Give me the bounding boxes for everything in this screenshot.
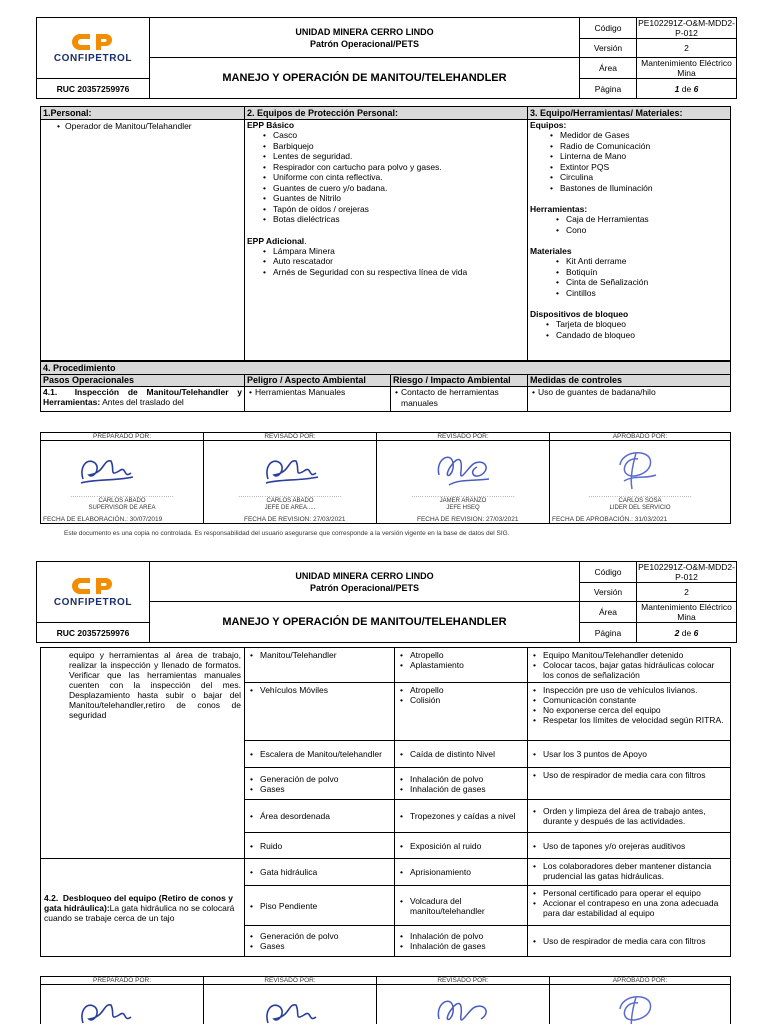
signature-box-2: ………………………………………… CARLOS ABADO JEFE DE AREA..... FECHA DE REVISION: 27/03/2021 bbox=[204, 441, 377, 524]
list-item: • Caja de Herramientas bbox=[554, 214, 728, 225]
medidas-cell: • Usar los 3 puntos de Apoyo bbox=[528, 741, 731, 768]
signature-box-1 bbox=[41, 985, 204, 1024]
page2-header bbox=[36, 561, 737, 643]
area-value: Mantenimiento Eléctrico Mina bbox=[637, 602, 737, 623]
riesgo-cell: • Volcadura del manitou/telehandler bbox=[395, 886, 528, 926]
revisado-label: REVISADO POR: bbox=[204, 433, 377, 441]
peligro-cell: • Manitou/Telehandler bbox=[245, 648, 395, 683]
list-item: • Circulina bbox=[548, 172, 728, 183]
signature-box-3 bbox=[377, 985, 550, 1024]
equipo-cell bbox=[528, 120, 731, 361]
medidas-cell: • Orden y limpieza del área de trabajo antes, durante y después de las actividades. bbox=[528, 800, 731, 833]
bloqueo-list bbox=[530, 319, 728, 340]
medidas-cell: • Uso de respirador de media cara con filtros bbox=[528, 926, 731, 957]
herramientas-title: Herramientas: bbox=[530, 204, 588, 214]
logo-cell bbox=[37, 18, 150, 79]
procedure-table bbox=[40, 361, 731, 412]
page-number: 2 de 6 bbox=[637, 623, 737, 643]
peligro-cell: • Vehículos Móviles bbox=[245, 683, 395, 741]
list-item: • Operador de Manitou/Telahandler bbox=[55, 121, 242, 132]
revisado-label: REVISADO POR: bbox=[204, 977, 377, 985]
epp-adicional-list bbox=[247, 246, 525, 278]
signature-image bbox=[75, 449, 135, 489]
uncontrolled-copy-notice: Este documento es una copia no controlada. Es responsabilidad del usuario asegurarse que corresponde a la versión vigente en la base de datos del SIG. bbox=[64, 530, 510, 537]
pagina-label: Página bbox=[580, 79, 637, 99]
company-cell bbox=[150, 562, 580, 602]
doc-title: MANEJO Y OPERACIÓN DE MANITOU/TELEHANDLER bbox=[150, 58, 580, 99]
bloqueo-title: Dispositivos de bloqueo bbox=[530, 309, 629, 319]
logo-cell bbox=[37, 562, 150, 623]
epp-cell bbox=[245, 120, 528, 361]
col-riesgo: Riesgo / Impacto Ambiental bbox=[391, 375, 528, 387]
revisado-label-2: REVISADO POR: bbox=[377, 433, 550, 441]
pagina-label: Página bbox=[580, 623, 637, 643]
riesgo-cell: • Caída de distinto Nivel bbox=[395, 741, 528, 768]
signature-image bbox=[260, 449, 320, 489]
signature-image bbox=[75, 993, 135, 1024]
list-item: • Bastones de Iluminación bbox=[548, 183, 728, 194]
list-item: • Guantes de Nitrilo bbox=[261, 193, 525, 204]
signatures-block-p2 bbox=[40, 976, 731, 1024]
version-label: Versión bbox=[580, 583, 637, 602]
signature-box-2 bbox=[204, 985, 377, 1024]
riesgo-cell: • Tropezones y caídas a nivel bbox=[395, 800, 528, 833]
confipetrol-logo-icon bbox=[70, 32, 116, 52]
peligro-cell: • Piso Pendiente bbox=[245, 886, 395, 926]
list-item: • Tapón de oídos / orejeras bbox=[261, 204, 525, 215]
personal-cell bbox=[41, 120, 245, 361]
signature-box-4: ………………………………………… CARLOS SOSA LIDER DEL SERVICIO FECHA DE APROBACIÓN.: 31/03/2021 bbox=[550, 441, 731, 524]
peligro-cell: • Generación de polvo • Gases bbox=[245, 926, 395, 957]
signature-box-4 bbox=[550, 985, 731, 1024]
peligro-cell: • Generación de polvo • Gases bbox=[245, 768, 395, 800]
riesgo-cell: • Inhalación de polvo • Inhalación de gases bbox=[395, 768, 528, 800]
company-name: UNIDAD MINERA CERRO LINDO bbox=[295, 26, 434, 37]
p1-medidas: • Uso de guantes de badana/hilo bbox=[528, 387, 731, 412]
signer-2: CARLOS ABADO JEFE DE AREA..... bbox=[264, 498, 316, 511]
peligro-cell: • Escalera de Manitou/telehandler bbox=[245, 741, 395, 768]
riesgo-cell: • Inhalación de polvo • Inhalación de gases bbox=[395, 926, 528, 957]
riesgo-cell: • Atropello • Aplastamiento bbox=[395, 648, 528, 683]
list-item: • Botiquín bbox=[554, 267, 728, 278]
fecha-revision-1: FECHA DE REVISION: 27/03/2021 bbox=[244, 516, 346, 523]
list-item: • Radio de Comunicación bbox=[548, 141, 728, 152]
list-item: • Medidor de Gases bbox=[548, 130, 728, 141]
list-item: • Cono bbox=[554, 225, 728, 236]
list-item: • Extintor PQS bbox=[548, 162, 728, 173]
procedure-table-p2 bbox=[40, 647, 731, 957]
list-item: • Kit Anti derrame bbox=[554, 256, 728, 267]
version-label: Versión bbox=[580, 39, 637, 58]
signature-image bbox=[429, 445, 499, 491]
epp-basico-title: EPP Básico bbox=[247, 120, 295, 130]
materiales-title: Materiales bbox=[530, 246, 572, 256]
codigo-value: PE102291Z-O&M-MDD2-P-012 bbox=[638, 562, 735, 582]
herramientas-list bbox=[530, 214, 728, 235]
area-value: Mantenimiento Eléctrico Mina bbox=[637, 58, 737, 79]
list-item: • Candado de bloqueo bbox=[544, 330, 728, 341]
medidas-cell: • Uso de tapones y/o orejeras auditivos bbox=[528, 833, 731, 859]
signer-4: CARLOS SOSA LIDER DEL SERVICIO bbox=[609, 498, 671, 511]
list-item: • Lentes de seguridad. bbox=[261, 151, 525, 162]
medidas-cell: • Uso de respirador de media cara con filtros bbox=[528, 768, 731, 800]
doc-type: Patrón Operacional/PETS bbox=[309, 38, 420, 49]
version-value: 2 bbox=[637, 583, 737, 602]
step-4-2: 4.2. Desbloqueo del equipo (Retiro de conos y gata hidráulica):La gata hidráulica no se colocará cuando se trabaje cerca de un tajo bbox=[41, 859, 245, 957]
peligro-cell: • Gata hidráulica bbox=[245, 859, 395, 886]
p1-peligro: • Herramientas Manuales bbox=[245, 387, 391, 412]
company-name: UNIDAD MINERA CERRO LINDO bbox=[295, 570, 434, 581]
codigo-label: Código bbox=[580, 562, 637, 583]
riesgo-cell: • Aprisionamiento bbox=[395, 859, 528, 886]
medidas-cell: • Equipo Manitou/Telehandler detenido • Colocar tacos, bajar gatas hidráulicas colocar los conos de señalización bbox=[528, 648, 731, 683]
list-item: • Guantes de cuero y/o badana. bbox=[261, 183, 525, 194]
list-item: • Lámpara Minera bbox=[261, 246, 525, 257]
ruc: RUC 20357259976 bbox=[37, 79, 150, 99]
peligro-cell: • Área desordenada bbox=[245, 800, 395, 833]
signer-3: JAMER ARANZO JEFE HSEQ bbox=[439, 498, 487, 511]
revisado-label-2: REVISADO POR: bbox=[377, 977, 550, 985]
ruc: RUC 20357259976 bbox=[37, 623, 150, 643]
signature-box-3: ………………………………………… JAMER ARANZO JEFE HSEQ FECHA DE REVISION: 27/03/2021 bbox=[377, 441, 550, 524]
preparado-label: PREPARADO POR: bbox=[41, 977, 204, 985]
confipetrol-logo-icon bbox=[70, 576, 116, 596]
list-item: • Arnés de Seguridad con su respectiva línea de vida bbox=[261, 267, 525, 278]
procedure-title: 4. Procedimiento bbox=[41, 362, 731, 375]
signature-image bbox=[606, 445, 670, 493]
version-value: 2 bbox=[637, 39, 737, 58]
signature-image bbox=[606, 989, 670, 1024]
riesgo-cell: • Atropello • Colisión bbox=[395, 683, 528, 741]
area-label: Área bbox=[580, 602, 637, 623]
equipos-title: Equipos: bbox=[530, 120, 567, 130]
col-medidas: Medidas de controles bbox=[528, 375, 731, 387]
list-item: • Linterna de Mano bbox=[548, 151, 728, 162]
signer-1: CARLOS ABADO SUPERVISOR DE AREA bbox=[88, 498, 156, 511]
page-number: 1 de 6 bbox=[637, 79, 737, 99]
list-item: • Respirador con cartucho para polvo y gases. bbox=[261, 162, 525, 173]
area-label: Área bbox=[580, 58, 637, 79]
peligro-cell: • Ruido bbox=[245, 833, 395, 859]
list-item: • Uniforme con cinta reflectiva. bbox=[261, 172, 525, 183]
list-item: • Cintillos bbox=[554, 288, 728, 299]
aprobado-label: APROBADO POR: bbox=[550, 977, 731, 985]
brand-name: CONFIPETROL bbox=[53, 597, 133, 608]
codigo-label: Código bbox=[580, 18, 637, 39]
page1-header bbox=[36, 17, 737, 99]
epp-basico-list bbox=[247, 130, 525, 225]
p1-riesgo: • Contacto de herramientas manuales bbox=[391, 387, 528, 412]
fecha-aprobacion: FECHA DE APROBACIÓN.: 31/03/2021 bbox=[552, 516, 668, 523]
codigo-value: PE102291Z-O&M-MDD2-P-012 bbox=[638, 18, 735, 38]
signature-box-1: ………………………………………… CARLOS ABADO SUPERVISOR DE AREA FECHA DE ELABORACIÓN.: 30/07/2019 bbox=[41, 441, 204, 524]
signatures-block bbox=[40, 432, 731, 524]
step-4-1: 4.1. Inspección de Manitou/Telehandler y Herramientas: Antes del traslado del bbox=[41, 387, 245, 412]
list-item: • Cinta de Señalización bbox=[554, 277, 728, 288]
list-item: • Casco bbox=[261, 130, 525, 141]
fecha-elaboracion: FECHA DE ELABORACIÓN.: 30/07/2019 bbox=[43, 516, 163, 523]
doc-title: MANEJO Y OPERACIÓN DE MANITOU/TELEHANDLER bbox=[150, 602, 580, 643]
sections-table bbox=[40, 106, 731, 361]
materiales-list bbox=[530, 256, 728, 298]
brand-name: CONFIPETROL bbox=[53, 53, 133, 64]
epp-adicional-heading: EPP Adicional. bbox=[247, 235, 307, 246]
step-4-1-cont: equipo y herramientas al área de trabajo, realizar la inspección y llenado de formatos. Verificar que las herramientas manuales cuenten con la inspección del mes. Desplazamiento hasta subir o bajar del Manitou/telehandler,retiro de conos de seguridad bbox=[41, 648, 245, 859]
equipos-list bbox=[530, 130, 728, 193]
riesgo-cell: • Exposición al ruido bbox=[395, 833, 528, 859]
company-cell bbox=[150, 18, 580, 58]
signature-image bbox=[260, 993, 320, 1024]
list-item: • Botas dieléctricas bbox=[261, 214, 525, 225]
equipo-title: 3. Equipo/Herramientas/ Materiales: bbox=[528, 107, 731, 120]
preparado-label: PREPARADO POR: bbox=[41, 433, 204, 441]
medidas-cell: • Los colaboradores deber mantener distancia prudencial las gatas hidráulicas. bbox=[528, 859, 731, 886]
medidas-cell: • Inspección pre uso de vehículos livianos. • Comunicación constante • No exponerse cerca del equipo • Respetar los límites de velocidad según RITRA. bbox=[528, 683, 731, 741]
aprobado-label: APROBADO POR: bbox=[550, 433, 731, 441]
medidas-cell: • Personal certificado para operar el equipo • Accionar el contrapeso en una zona adecuada para dar estabilidad al equipo bbox=[528, 886, 731, 926]
doc-type: Patrón Operacional/PETS bbox=[309, 582, 420, 593]
list-item: • Barbiquejo bbox=[261, 141, 525, 152]
fecha-revision-2: FECHA DE REVISION: 27/03/2021 bbox=[417, 516, 519, 523]
col-peligro: Peligro / Aspecto Ambiental bbox=[245, 375, 391, 387]
col-pasos: Pasos Operacionales bbox=[41, 375, 245, 387]
signature-image bbox=[429, 989, 499, 1024]
list-item: • Auto rescatador bbox=[261, 256, 525, 267]
personal-title: 1.Personal: bbox=[41, 107, 245, 120]
list-item: • Tarjeta de bloqueo bbox=[544, 319, 728, 330]
epp-title: 2. Equipos de Protección Personal: bbox=[245, 107, 528, 120]
